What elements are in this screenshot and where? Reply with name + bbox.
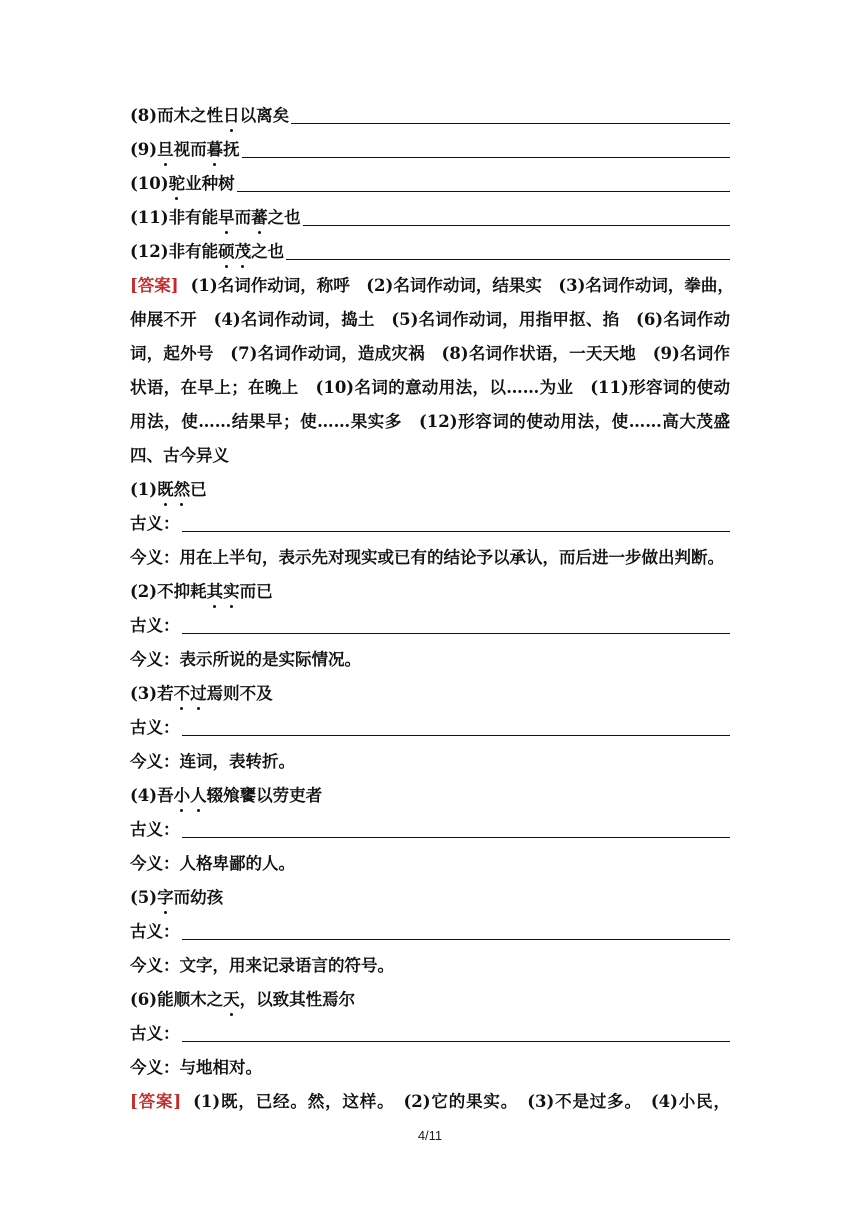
- gu-line: 古义：: [130, 507, 730, 541]
- list-item: (9) 旦 视而 暮 抚: [130, 133, 730, 167]
- answer-blank: [291, 123, 730, 124]
- gu-line: 古义：: [130, 813, 730, 847]
- answer-line: [答案] (1)名词作动词，称呼 (2)名词作动词，结果实 (3)名词作动词，拳曲，: [130, 276, 734, 295]
- list-item: (11) 非有能 早 而 蕃 之也: [130, 201, 730, 235]
- dotted-char: 然: [174, 473, 191, 507]
- answer-line: [答案] (1)既，已经。然，这样。 (2)它的果实。 (3)不是过多。 (4)小民，: [130, 1092, 730, 1111]
- item-number: (10): [130, 174, 169, 193]
- answer-blank: [286, 259, 730, 260]
- dotted-char: 其: [207, 575, 224, 609]
- answer-blank: [182, 633, 731, 634]
- section-title: 四、古今异义: [130, 446, 229, 465]
- answer-blank: [182, 1041, 731, 1042]
- item-number: (8): [130, 106, 158, 125]
- answer-blank: [182, 837, 731, 838]
- jin-line: 今义：连词，表转折。: [130, 752, 295, 771]
- answer-blank: [242, 157, 730, 158]
- dotted-char: 蕃: [251, 201, 268, 235]
- jin-line: 今义：人格卑鄙的人。: [130, 854, 295, 873]
- dotted-char: 硕: [218, 235, 235, 269]
- list-item: (8) 而木之性 日 以离矣: [130, 99, 730, 133]
- dotted-char: 暮: [207, 133, 224, 167]
- gu-line: 古义：: [130, 711, 730, 745]
- dotted-char: 小: [174, 779, 191, 813]
- item-number: (12): [130, 242, 169, 261]
- answer-blank: [237, 191, 730, 192]
- answer-blank: [182, 939, 731, 940]
- dotted-char: 早: [218, 201, 235, 235]
- jin-line: 今义：用在上半句，表示先对现实或已有的结论予以承认，而后进一步做出判断。: [130, 548, 724, 567]
- list-item: (3)若不过焉则不及: [130, 677, 730, 711]
- answer-tag: [答案]: [130, 1092, 182, 1111]
- list-item: (4)吾小人辍飧饔以劳吏者: [130, 779, 730, 813]
- dotted-char: 过: [190, 677, 207, 711]
- list-item: (5)字而幼孩: [130, 881, 730, 915]
- answer-tag: [答案]: [130, 276, 179, 295]
- dotted-char: 茂: [235, 235, 252, 269]
- dotted-char: 实: [223, 575, 240, 609]
- page-number: 4/11: [417, 1128, 443, 1143]
- dotted-char: 不: [174, 677, 191, 711]
- dotted-char: 既: [157, 473, 174, 507]
- list-item: (12) 非有能 硕 茂 之也: [130, 235, 730, 269]
- dotted-char: 天: [223, 983, 240, 1017]
- answer-line: 伸展不开 (4)名词作动词，捣土 (5)名词作动词，用指甲抠、掐 (6)名词作动: [130, 310, 730, 329]
- answer-blank: [303, 225, 730, 226]
- list-item: (2)不抑耗其实而已: [130, 575, 730, 609]
- answer-line: 词，起外号 (7)名词作动词，造成灾祸 (8)名词作状语，一天天地 (9)名词作: [130, 344, 730, 363]
- answer-blank: [182, 735, 731, 736]
- dotted-char: 人: [190, 779, 207, 813]
- dotted-char: 旦: [157, 133, 174, 167]
- jin-line: 今义：表示所说的是实际情况。: [130, 650, 361, 669]
- list-item: (6)能顺木之天，以致其性焉尔: [130, 983, 730, 1017]
- gu-line: 古义：: [130, 915, 730, 949]
- dotted-char: 日: [223, 99, 240, 133]
- answer-line: 用法，使……结果早；使……果实多 (12)形容词的使动用法，使……高大茂盛: [130, 412, 730, 431]
- list-item: (10) 驼 业种树: [130, 167, 730, 201]
- gu-line: 古义：: [130, 1017, 730, 1051]
- item-number: (9): [130, 140, 158, 159]
- jin-line: 今义：文字，用来记录语言的符号。: [130, 956, 394, 975]
- item-number: (11): [130, 208, 169, 227]
- answer-blank: [182, 531, 731, 532]
- answer-line: 状语，在早上；在晚上 (10)名词的意动用法，以……为业 (11)形容词的使动: [130, 378, 730, 397]
- dotted-char: 字: [157, 881, 174, 915]
- list-item: (1)既然已: [130, 473, 730, 507]
- dotted-char: 驼: [169, 167, 186, 201]
- jin-line: 今义：与地相对。: [130, 1058, 262, 1077]
- gu-line: 古义：: [130, 609, 730, 643]
